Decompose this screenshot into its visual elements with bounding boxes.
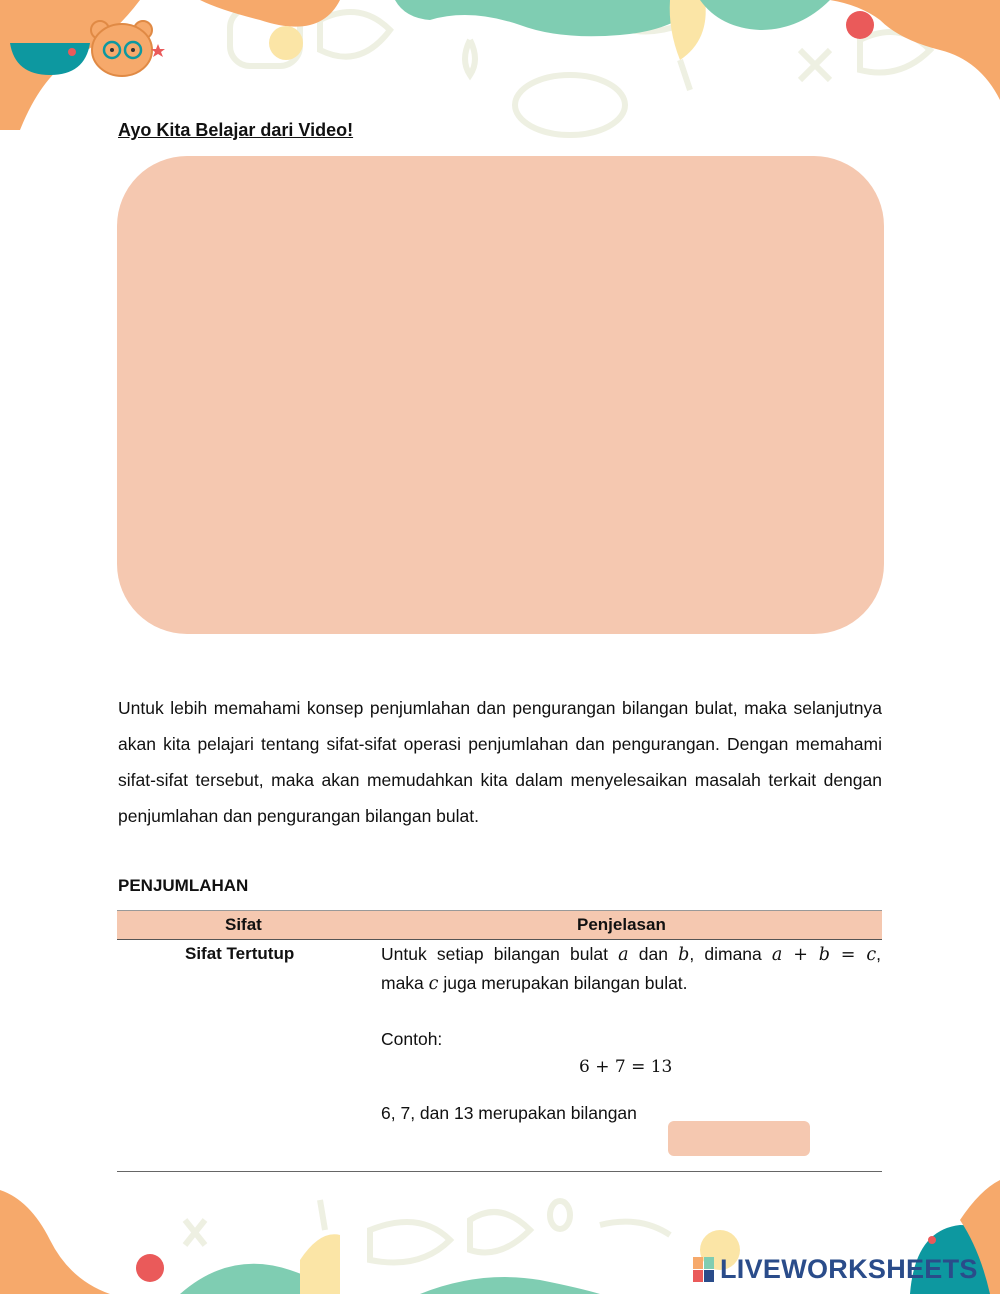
bottom-divider	[117, 1171, 882, 1172]
table-header	[117, 910, 882, 940]
video-placeholder[interactable]	[117, 156, 884, 634]
liveworksheets-logo[interactable]: LIVEWORKSHEETS	[720, 1254, 978, 1284]
example-label: Contoh:	[381, 1029, 443, 1049]
example-statement: 6, 7, dan 13 merupakan bilangan	[381, 1103, 637, 1123]
example-equation: 6 + 7 = 13	[579, 1057, 673, 1077]
header-penjelasan: Penjelasan	[577, 915, 666, 934]
property-name: Sifat Tertutup	[185, 944, 295, 963]
section-title: PENJUMLAHAN	[118, 876, 249, 895]
table-row	[117, 940, 882, 1172]
mascot-icon	[91, 21, 152, 76]
properties-table	[117, 910, 882, 1172]
property-description	[381, 940, 881, 1127]
answer-input[interactable]	[668, 1121, 810, 1156]
description-line-2: maka c juga merupakan bilangan bulat.	[381, 973, 688, 994]
top-decoration	[0, 0, 1000, 140]
formula: a + b = c	[771, 945, 877, 965]
description-line-1: Untuk setiap bilangan bulat a dan b, dimana a + b = c,	[381, 944, 881, 965]
liveworksheets-badge-icon	[693, 1257, 715, 1283]
intro-paragraph: Untuk lebih memahami konsep penjumlahan dan pengurangan bilangan bulat, maka selanjutnya akan kita pelajari tentang sifat-sifat operasi penjumlahan dan pengurangan. Dengan memahami sifat-sifat tersebut, maka akan memudahkan kita dalam menyelesaikan masalah terkait dengan penjumlahan dan pengurangan bilangan bulat.	[118, 698, 882, 826]
header-sifat: Sifat	[225, 915, 262, 934]
page-heading: Ayo Kita Belajar dari Video!	[118, 120, 354, 140]
